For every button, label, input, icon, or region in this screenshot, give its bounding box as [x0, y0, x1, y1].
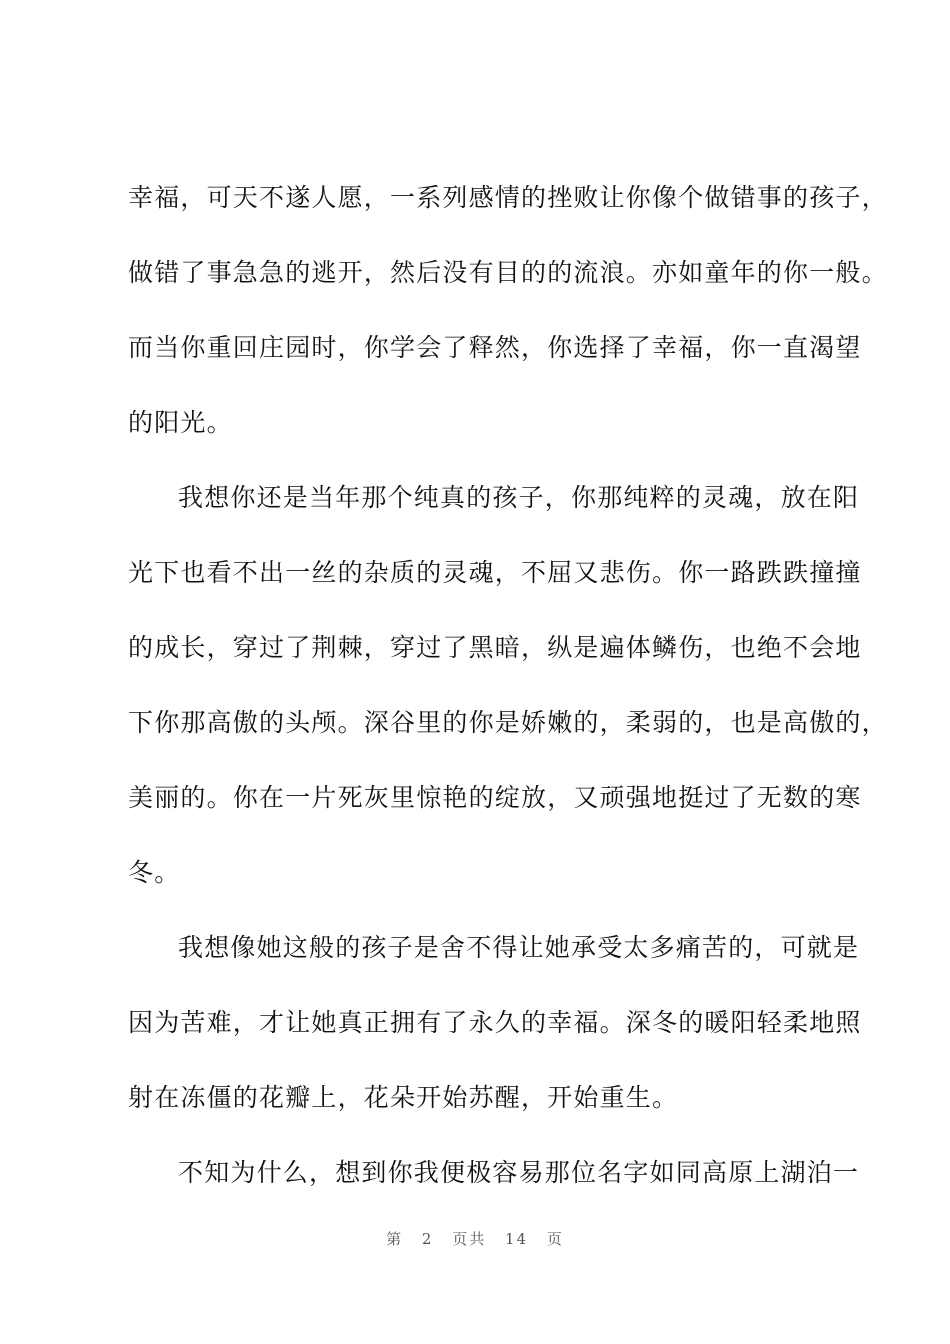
- text-line: 光下也看不出一丝的杂质的灵魂，不屈又悲伤。你一路跌跌撞撞: [128, 558, 862, 587]
- page-suffix: 页: [546, 1230, 564, 1248]
- page-number: 2: [421, 1230, 434, 1248]
- text-line: 美丽的。你在一片死灰里惊艳的绽放，又顽强地挺过了无数的寒: [128, 783, 862, 812]
- paragraph-first-line: 我想你还是当年那个纯真的孩子，你那纯粹的灵魂，放在阳: [178, 483, 860, 512]
- text-line: 冬。: [128, 858, 181, 887]
- paragraph-first-line: 不知为什么，想到你我便极容易那位名字如同高原上湖泊一: [178, 1158, 860, 1187]
- page-prefix: 第: [386, 1230, 404, 1248]
- total-pages: 14: [505, 1230, 529, 1248]
- page-middle: 页共: [452, 1230, 487, 1248]
- text-line: 幸福，可天不遂人愿，一系列感情的挫败让你像个做错事的孩子，: [128, 183, 888, 212]
- text-line: 的阳光。: [128, 408, 233, 437]
- page-footer: [0, 1227, 950, 1251]
- text-line: 的成长，穿过了荆棘，穿过了黑暗，纵是遍体鳞伤，也绝不会地: [128, 633, 862, 662]
- text-line: 因为苦难，才让她真正拥有了永久的幸福。深冬的暖阳轻柔地照: [128, 1008, 862, 1037]
- text-line: 做错了事急急的逃开，然后没有目的的流浪。亦如童年的你一般。: [128, 258, 888, 287]
- text-line: 射在冻僵的花瓣上，花朵开始苏醒，开始重生。: [128, 1083, 679, 1112]
- paragraph-first-line: 我想像她这般的孩子是舍不得让她承受太多痛苦的，可就是: [178, 933, 860, 962]
- text-line: 而当你重回庄园时，你学会了释然，你选择了幸福，你一直渴望: [128, 333, 862, 362]
- text-line: 下你那高傲的头颅。深谷里的你是娇嫩的，柔弱的，也是高傲的，: [128, 708, 888, 737]
